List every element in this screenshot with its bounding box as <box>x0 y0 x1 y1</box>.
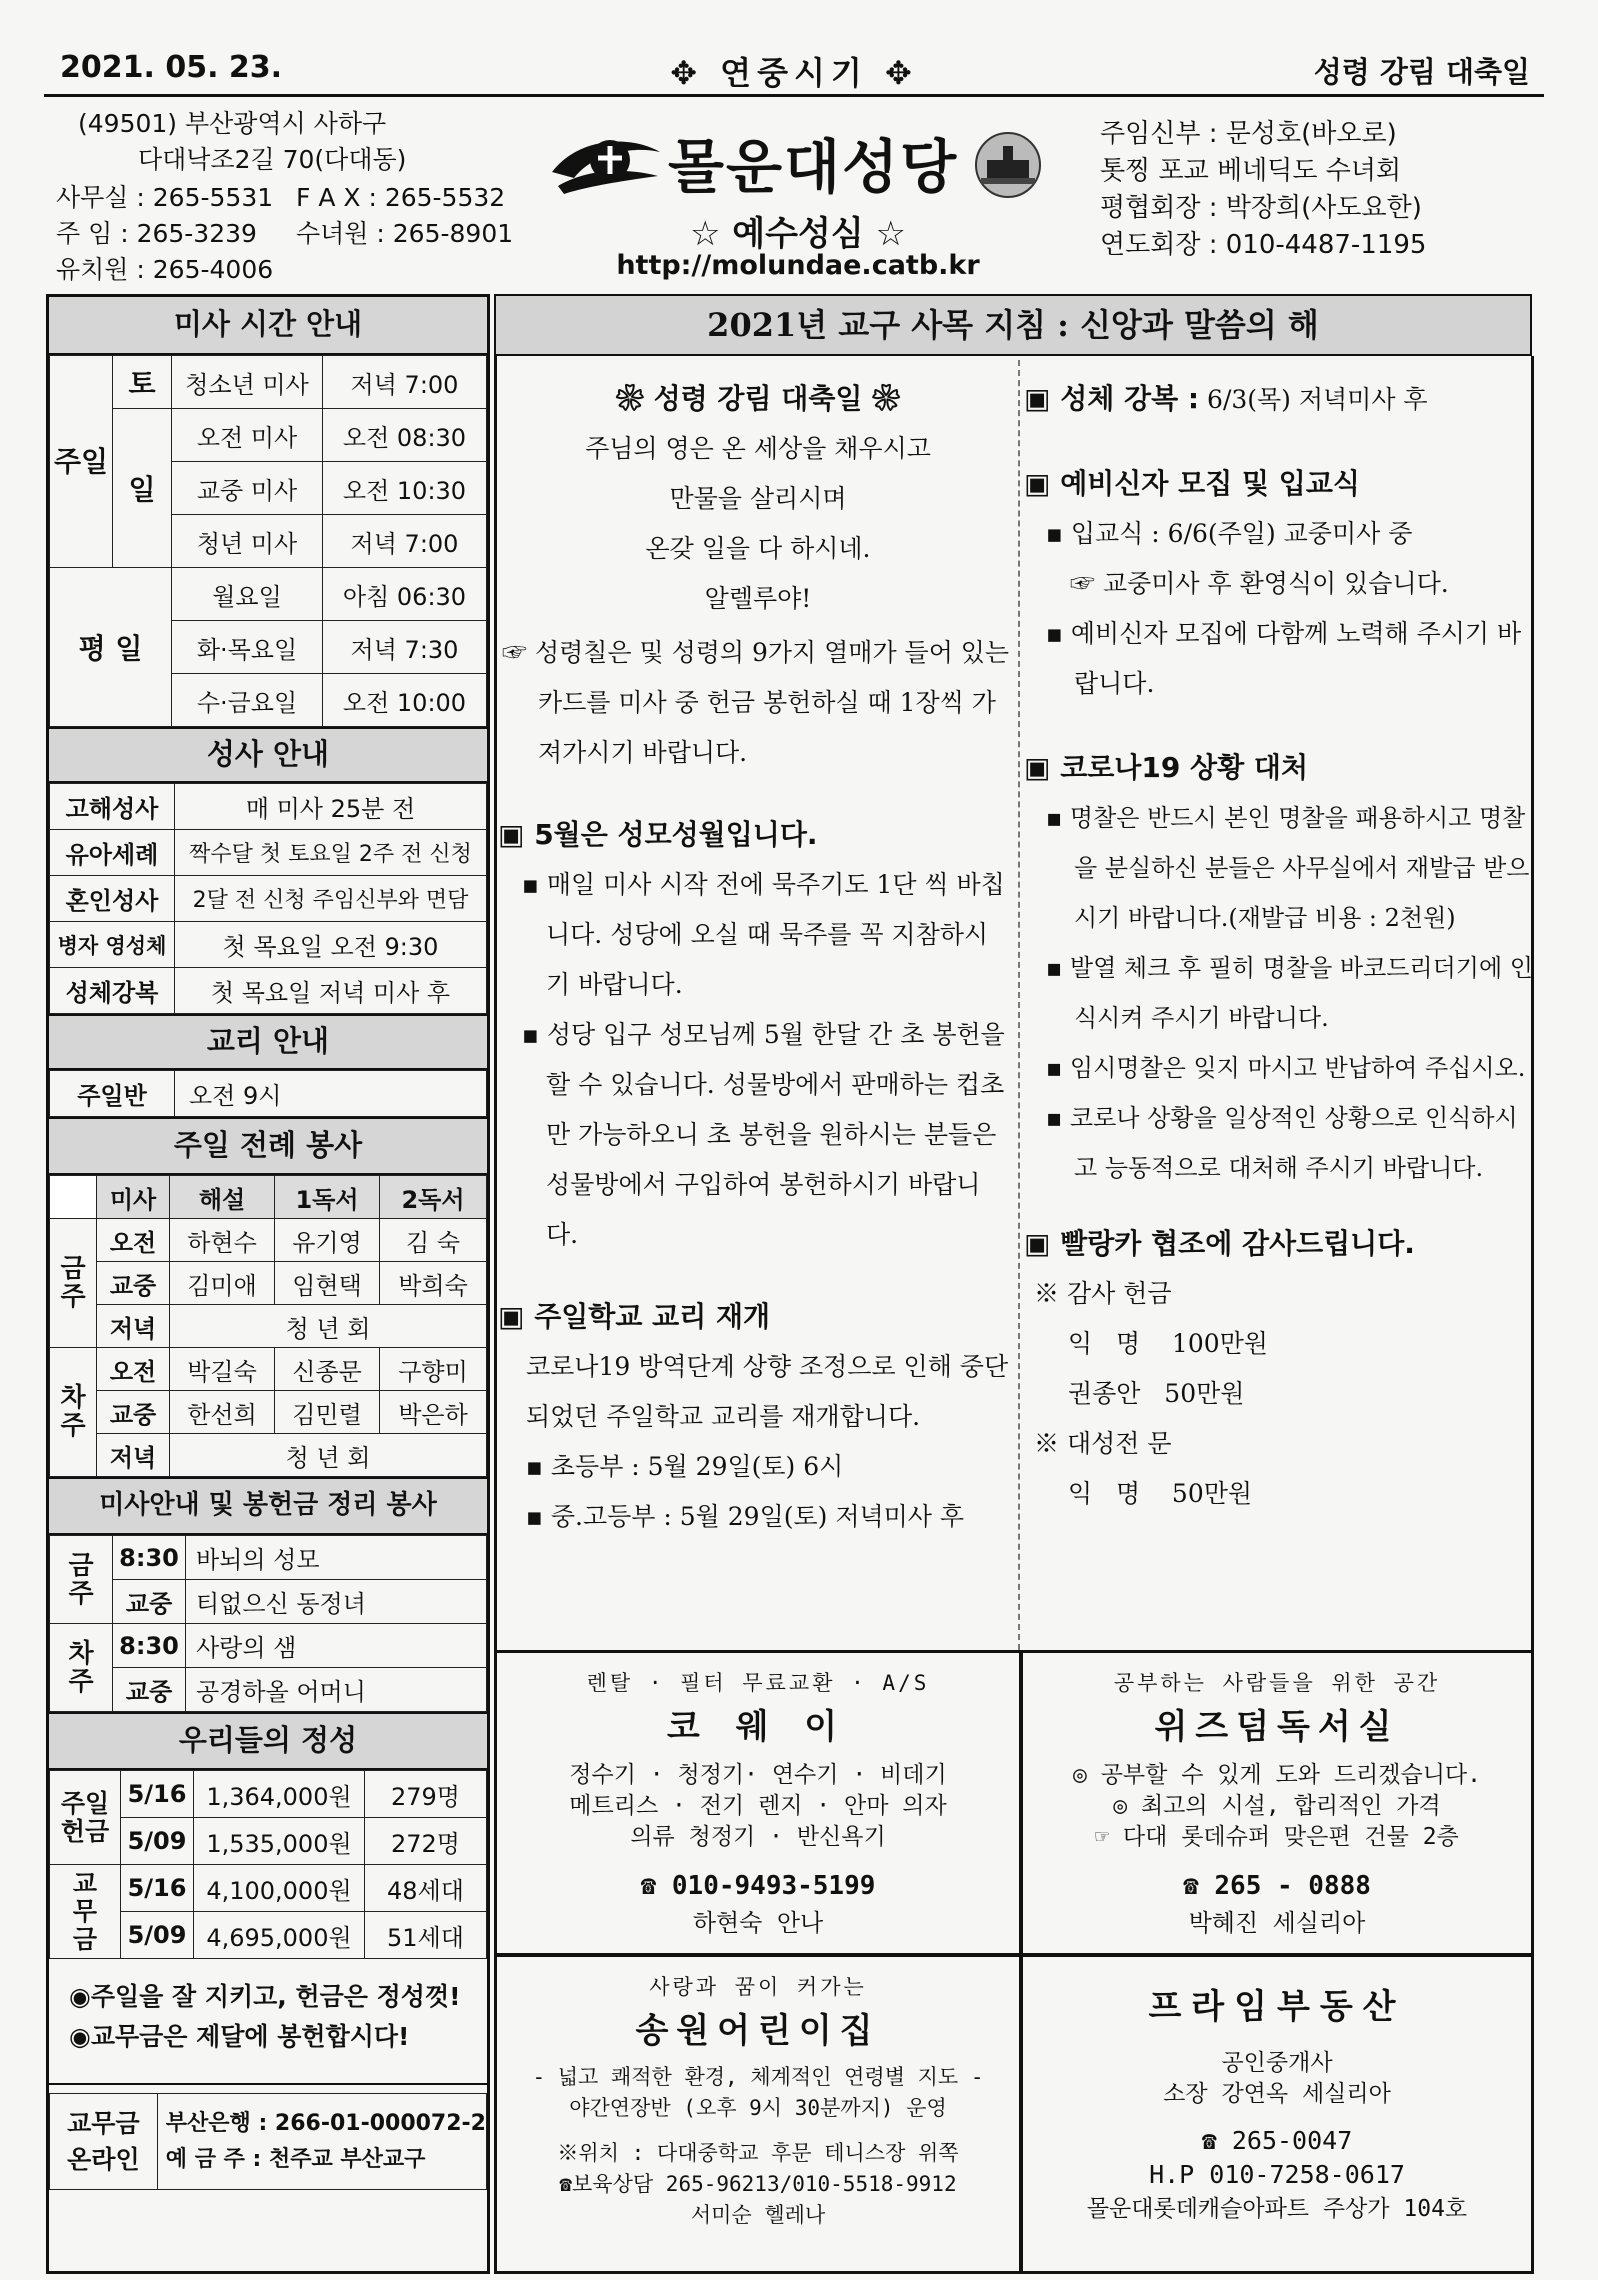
ad-daycare <box>494 1954 1022 2274</box>
second-reader: 구향미 <box>380 1348 487 1391</box>
liturgy-mass: 저녁 <box>97 1305 170 1348</box>
liturgy-mass: 교중 <box>97 1391 170 1434</box>
school-text: 코로나19 방역단계 상향 조정으로 인해 중단 되었던 주일학교 교리를 재개합니다. <box>526 1352 1009 1431</box>
commentator: 하현수 <box>170 1219 275 1262</box>
offering-count: 51세대 <box>365 1912 487 1959</box>
realty-phone: ☎ 265-0047 <box>1201 2126 1353 2155</box>
weekday-label: 평 일 <box>50 568 172 727</box>
ad-study-room <box>1020 1650 1534 1956</box>
study-contact: 박혜진 세실리아 <box>1188 1909 1366 1937</box>
mass-times-table <box>49 355 487 727</box>
bank-account: 부산은행 : 266-01-000072-2 <box>165 2110 486 2136</box>
covid-item: ▪ 발열 체크 후 필히 명찰을 바코드리더기에 인식시켜 주시기 바랍니다. <box>1046 954 1533 1032</box>
mass-name: 화·목요일 <box>172 621 323 674</box>
church-motto: ☆ 예수성심 ☆ <box>689 214 906 254</box>
thanks-item: 익 명 100만원 <box>1068 1329 1268 1358</box>
mass-name: 월요일 <box>172 568 323 621</box>
realty-address: 몰운대롯데캐슬아파트 주상가 104호 <box>1086 2196 1468 2222</box>
daycare-contact: 서미순 헬레나 <box>690 2203 826 2227</box>
catechism-time: 오전 9시 <box>175 1071 487 1117</box>
offering-note: ◉교무금은 제달에 봉헌합시다! <box>69 2022 410 2051</box>
first-reader: 신종문 <box>275 1348 380 1391</box>
offering-date: 5/16 <box>121 1865 194 1912</box>
coway-tagline: 렌탈 · 필터 무료교환 · A/S <box>586 1671 930 1695</box>
offering-amount: 4,695,000원 <box>194 1912 365 1959</box>
offering-service-table <box>49 1535 487 1712</box>
first-reader: 임현택 <box>275 1262 380 1305</box>
thanks-item: ※ 대성전 문 <box>1034 1429 1172 1458</box>
phone-kindergarten: 유치원 : 265-4006 <box>56 255 274 284</box>
staff-block <box>1100 116 1426 264</box>
daycare-phone: ☎보육상담 265-96213/010-5518-9912 <box>559 2172 957 2196</box>
mass-time: 저녁 7:30 <box>323 621 487 674</box>
study-feature: ☞ 다대 롯데슈퍼 맞은편 건물 2층 <box>1095 1824 1459 1850</box>
may-item: ▪ 매일 미사 시작 전에 묵주기도 1단 씩 바칩니다. 성당에 오실 때 묵주를 꼭 지참하시기 바랍니다. <box>522 870 1005 999</box>
pastoral-theme-banner: 2021년 교구 사목 지침 : 신앙과 말씀의 해 <box>494 294 1532 356</box>
sunday-offering-label: 주일헌금 <box>50 1771 121 1865</box>
sacrament-info: 2달 전 신청 주임신부와 면담 <box>175 876 487 922</box>
sacrament-name: 성체강복 <box>50 968 175 1014</box>
service-group: 사랑의 샘 <box>186 1624 487 1668</box>
coway-contact: 하현숙 안나 <box>692 1909 824 1937</box>
sacrament-info: 짝수달 첫 토요일 2주 전 신청 <box>175 830 487 876</box>
liturgy-mass: 저녁 <box>97 1434 170 1477</box>
mass-name: 수·금요일 <box>172 674 323 727</box>
study-tagline: 공부하는 사람들을 위한 공간 <box>1113 1671 1441 1695</box>
liturgy-header: 해설 <box>170 1176 275 1219</box>
catechumen-item: ☞ 교중미사 후 환영식이 있습니다. <box>1070 569 1449 598</box>
mass-time: 오전 08:30 <box>323 409 487 462</box>
sunday-label: 주일 <box>50 356 113 568</box>
offering-amount: 1,535,000원 <box>194 1818 365 1865</box>
liturgy-mass: 오전 <box>97 1348 170 1391</box>
liturgy-header: 1독서 <box>275 1176 380 1219</box>
staff-council: 평협회장 : 박장희(사도요한) <box>1100 193 1422 223</box>
evening-group: 청 년 회 <box>170 1305 487 1348</box>
evening-group: 청 년 회 <box>170 1434 487 1477</box>
card-note: ☞ 성령칠은 및 성령의 9가지 열매가 들어 있는 카드를 미사 중 헌금 봉헌하실 때 1장씩 가져가시기 바랍니다. <box>502 638 1010 767</box>
offering-date: 5/09 <box>121 1912 194 1959</box>
benediction-title: ▣ 성체 강복 : <box>1024 382 1200 415</box>
mass-time: 오전 10:30 <box>323 462 487 515</box>
coway-products: 정수기 · 청정기· 연수기 · 비데기 <box>569 1762 947 1788</box>
bulletin-date: 2021. 05. 23. <box>60 50 283 85</box>
second-reader: 박희숙 <box>380 1262 487 1305</box>
offering-note: ◉주일을 잘 지키고, 헌금은 정성껏! <box>69 1982 461 2011</box>
offering-count: 279명 <box>365 1771 487 1818</box>
thanks-item: ※ 감사 헌금 <box>1034 1279 1172 1308</box>
study-title: 위즈덤독서실 <box>1154 1707 1400 1747</box>
offerings-title: 우리들의 정성 <box>49 1712 487 1770</box>
liturgical-season: ✥ 연중시기 ✥ <box>670 54 918 92</box>
verse-line: 알렐루야! <box>704 584 812 613</box>
service-group: 공경하올 어머니 <box>186 1668 487 1712</box>
verse-line: 온갖 일을 다 하시네. <box>645 534 871 563</box>
offering-count: 48세대 <box>365 1865 487 1912</box>
church-logo-area <box>548 120 1048 290</box>
sacrament-name: 병자 영성체 <box>50 922 175 968</box>
liturgy-service-title: 주일 전례 봉사 <box>49 1117 487 1175</box>
offering-date: 5/09 <box>121 1818 194 1865</box>
commentator: 박길숙 <box>170 1348 275 1391</box>
covid-item: ▪ 임시명찰은 잊지 마시고 반납하여 주십시오. <box>1046 1054 1526 1082</box>
phone-office: 사무실 : 265-5531 <box>56 183 274 212</box>
daycare-title: 송원어린이집 <box>635 2011 881 2051</box>
mass-name: 교중 미사 <box>172 462 323 515</box>
phone-pastor: 주 임 : 265-3239 <box>56 219 257 248</box>
daycare-feature: 야간연장반 (오후 9시 30분까지) 운영 <box>569 2096 947 2120</box>
center-column <box>498 374 1018 1542</box>
service-mass: 교중 <box>113 1580 186 1624</box>
top-bar <box>44 44 1544 97</box>
mass-time: 아침 06:30 <box>323 568 487 621</box>
phone-convent: 수녀원 : 265-8901 <box>296 219 514 248</box>
liturgy-header: 2독서 <box>380 1176 487 1219</box>
school-item: ▪ 중.고등부 : 5월 29일(토) 저녁미사 후 <box>526 1502 965 1531</box>
covid-title: ▣ 코로나19 상황 대처 <box>1024 751 1309 784</box>
thanks-item: 권종안 50만원 <box>1068 1379 1245 1408</box>
liturgy-header: 미사 <box>97 1176 170 1219</box>
offering-notes <box>49 1959 487 2085</box>
realty-owner: 소장 강연옥 세실리아 <box>1163 2081 1391 2107</box>
liturgy-mass: 교중 <box>97 1262 170 1305</box>
this-week-label: 금주 <box>50 1219 97 1348</box>
saturday-label: 토 <box>113 356 172 409</box>
ad-realty <box>1020 1954 1534 2274</box>
address-line: (49501) 부산광역시 사하구 <box>78 109 387 138</box>
offering-amount: 4,100,000원 <box>194 1865 365 1912</box>
first-reader: 김민렬 <box>275 1391 380 1434</box>
service-group: 바뇌의 성모 <box>186 1536 487 1580</box>
sunday-day-label: 일 <box>113 409 172 568</box>
sacrament-name: 혼인성사 <box>50 876 175 922</box>
phone-fax: F A X : 265-5532 <box>296 183 506 212</box>
realty-mobile: H.P 010-7258-0617 <box>1149 2160 1405 2189</box>
online-label: 교무금 온라인 <box>50 2094 158 2190</box>
verse-line: 만물을 살리시며 <box>669 484 847 513</box>
sacrament-info: 첫 목요일 오전 9:30 <box>175 922 487 968</box>
staff-pastor: 주임신부 : 문성호(바오로) <box>1100 119 1397 149</box>
covid-item: ▪ 명찰은 반드시 본인 명찰을 패용하시고 명찰을 분실하신 분들은 사무실에서 재발급 받으시기 바랍니다.(재발급 비용 : 2천원) <box>1046 804 1530 932</box>
daycare-tagline: 사랑과 꿈이 커가는 <box>649 1975 867 1999</box>
service-mass: 8:30 <box>113 1624 186 1668</box>
catechism-table <box>49 1070 487 1117</box>
phone-block <box>56 180 513 288</box>
mass-time: 오전 10:00 <box>323 674 487 727</box>
service-mass: 8:30 <box>113 1536 186 1580</box>
next-week-label: 차주 <box>50 1348 97 1477</box>
church-url[interactable]: http://molundae.catb.kr <box>616 250 980 281</box>
column-divider <box>1018 360 1020 1650</box>
coway-phone: ☎ 010-9493-5199 <box>640 1871 876 1901</box>
thanks-title: ▣ 빨랑카 협조에 감사드립니다. <box>1024 1227 1415 1260</box>
realty-title: 프라임부동산 <box>1148 1987 1406 2027</box>
dues-label: 교무금 <box>50 1865 121 1959</box>
catechumen-item: ▪ 예비신자 모집에 다함께 노력해 주시기 바랍니다. <box>1046 619 1522 698</box>
staff-prayer: 연도회장 : 010-4487-1195 <box>1100 230 1427 260</box>
sacrament-name: 고해성사 <box>50 784 175 830</box>
study-feature: ◎ 최고의 시설, 합리적인 가격 <box>1113 1793 1441 1819</box>
church-name: 몰운대성당 <box>668 133 959 201</box>
study-feature: ◎ 공부할 수 있게 도와 드리겠습니다. <box>1073 1762 1481 1788</box>
ad-coway <box>494 1650 1022 1956</box>
church-address-block <box>78 106 406 178</box>
offering-amount: 1,364,000원 <box>194 1771 365 1818</box>
may-item: ▪ 성당 입구 성모님께 5월 한달 간 초 봉헌을 할 수 있습니다. 성물방에서 판매하는 컵초만 가능하오니 초 봉헌을 원하시는 분들은 성물방에서 구입하여 봉헌하시기 바랍니다. <box>522 1020 1005 1249</box>
right-column <box>1024 374 1536 1519</box>
sacraments-title: 성사 안내 <box>49 727 487 783</box>
school-item: ▪ 초등부 : 5월 29일(토) 6시 <box>526 1452 844 1481</box>
liturgy-service-table <box>49 1175 487 1477</box>
this-week-label: 금주 <box>50 1536 113 1624</box>
may-title: ▣ 5월은 성모성월입니다. <box>498 818 818 851</box>
offerings-table <box>49 1770 487 1959</box>
feast-title: ❀ 성령 강림 대축일 ❀ <box>615 382 901 415</box>
commentator: 한선희 <box>170 1391 275 1434</box>
sacraments-table <box>49 783 487 1014</box>
staff-convent: 톳찡 포교 베네딕도 수녀회 <box>1100 156 1402 186</box>
commentator: 김미애 <box>170 1262 275 1305</box>
mass-name: 청소년 미사 <box>172 356 323 409</box>
online-dues-table <box>49 2093 487 2190</box>
coway-title: 코 웨 이 <box>666 1707 850 1747</box>
verse-line: 주님의 영은 온 세상을 채우시고 <box>585 434 931 463</box>
catechism-label: 주일반 <box>50 1071 175 1117</box>
school-title: ▣ 주일학교 교리 재개 <box>498 1300 771 1333</box>
account-holder: 예 금 주 : 천주교 부산교구 <box>165 2146 426 2172</box>
liturgy-mass: 오전 <box>97 1219 170 1262</box>
daycare-location: ※위치 : 다대중학교 후문 테니스장 위쪽 <box>557 2141 959 2165</box>
sacrament-info: 매 미사 25분 전 <box>175 784 487 830</box>
sacrament-name: 유아세례 <box>50 830 175 876</box>
coway-products: 메트리스 · 전기 렌지 · 안마 의자 <box>569 1793 947 1819</box>
next-week-label: 차주 <box>50 1624 113 1712</box>
thanks-item: 익 명 50만원 <box>1068 1479 1253 1508</box>
mass-time: 저녁 7:00 <box>323 356 487 409</box>
church-building-icon <box>973 130 1043 200</box>
address-line: 다대낙조2길 70(다대동) <box>138 145 407 174</box>
mass-time: 저녁 7:00 <box>323 515 487 568</box>
covid-item: ▪ 코로나 상황을 일상적인 상황으로 인식하시고 능동적으로 대처해 주시기 바랍니다. <box>1046 1104 1518 1182</box>
benediction-text: 6/3(목) 저녁미사 후 <box>1207 385 1428 414</box>
mass-name: 오전 미사 <box>172 409 323 462</box>
study-phone: ☎ 265 - 0888 <box>1183 1871 1371 1901</box>
feast-name: 성령 강림 대축일 <box>1313 55 1530 89</box>
second-reader: 김 숙 <box>380 1219 487 1262</box>
catechumen-title: ▣ 예비신자 모집 및 입교식 <box>1024 467 1360 500</box>
mass-name: 청년 미사 <box>172 515 323 568</box>
daycare-feature: - 넓고 쾌적한 환경, 체계적인 연령별 지도 - <box>532 2065 984 2089</box>
second-reader: 박은하 <box>380 1391 487 1434</box>
offering-count: 272명 <box>365 1818 487 1865</box>
service-mass: 교중 <box>113 1668 186 1712</box>
catechism-title: 교리 안내 <box>49 1014 487 1070</box>
offering-date: 5/16 <box>121 1771 194 1818</box>
church-emblem-icon <box>548 128 666 198</box>
first-reader: 유기영 <box>275 1219 380 1262</box>
coway-products: 의류 청정기 · 반신욕기 <box>630 1824 886 1850</box>
mass-times-title: 미사 시간 안내 <box>49 297 487 355</box>
service-group: 티없으신 동정녀 <box>186 1580 487 1624</box>
offering-service-title: 미사안내 및 봉헌금 정리 봉사 <box>49 1477 487 1535</box>
realty-role: 공인중개사 <box>1221 2050 1333 2076</box>
catechumen-item: ▪ 입교식 : 6/6(주일) 교중미사 중 <box>1046 519 1413 548</box>
left-column <box>46 294 490 2274</box>
sacrament-info: 첫 목요일 저녁 미사 후 <box>175 968 487 1014</box>
